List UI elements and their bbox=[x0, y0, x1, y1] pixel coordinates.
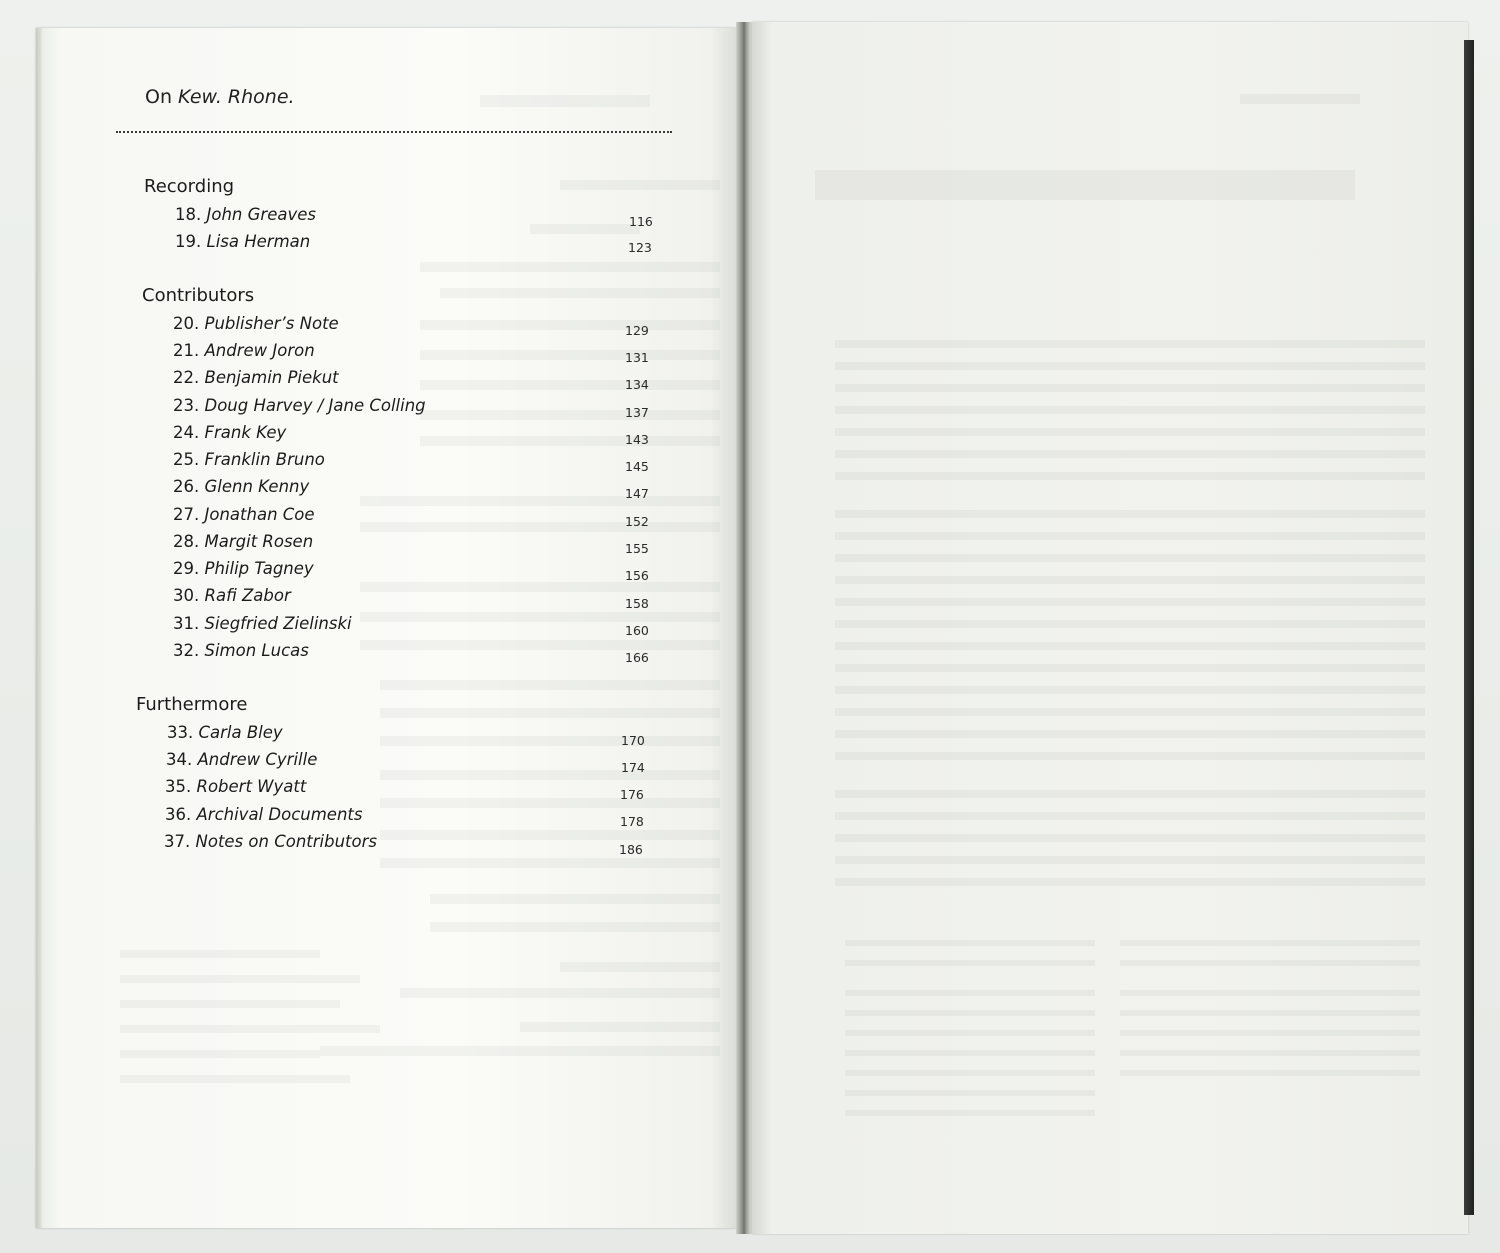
entry-title: Franklin Bruno bbox=[204, 450, 325, 469]
toc-entry bbox=[165, 805, 362, 824]
toc-entry bbox=[173, 477, 309, 496]
toc-entry bbox=[173, 396, 426, 415]
entry-number: 36. bbox=[165, 805, 192, 824]
entry-page-number: 160 bbox=[625, 623, 649, 638]
toc-entry bbox=[166, 750, 317, 769]
entry-number: 23. bbox=[173, 396, 200, 415]
entry-title: Andrew Cyrille bbox=[197, 750, 318, 769]
entry-number: 25. bbox=[173, 450, 200, 469]
entry-title: Margit Rosen bbox=[204, 532, 314, 551]
entry-page-number: 155 bbox=[625, 541, 649, 556]
entry-number: 24. bbox=[173, 423, 200, 442]
entry-number: 21. bbox=[173, 341, 200, 360]
entry-title: John Greaves bbox=[206, 205, 316, 224]
entry-title: Rafi Zabor bbox=[204, 586, 291, 605]
entry-title: Notes on Contributors bbox=[195, 832, 377, 851]
entry-title: Siegfried Zielinski bbox=[204, 614, 352, 633]
entry-page-number: 137 bbox=[625, 405, 649, 420]
toc-entry bbox=[173, 314, 339, 333]
section-heading-furthermore: Furthermore bbox=[136, 694, 248, 715]
entry-number: 33. bbox=[167, 723, 194, 742]
entry-page-number: 134 bbox=[625, 377, 649, 392]
toc-title-prefix: On bbox=[145, 86, 179, 108]
toc-entry bbox=[173, 532, 313, 551]
entry-number: 19. bbox=[175, 232, 202, 251]
entry-number: 22. bbox=[173, 368, 200, 387]
entry-number: 30. bbox=[173, 586, 200, 605]
entry-title: Jonathan Coe bbox=[204, 505, 315, 524]
toc-entry bbox=[167, 723, 283, 742]
entry-number: 35. bbox=[165, 777, 192, 796]
toc-entry bbox=[165, 777, 306, 796]
entry-title: Archival Documents bbox=[196, 805, 363, 824]
toc-entry bbox=[173, 450, 325, 469]
entry-number: 34. bbox=[166, 750, 193, 769]
entry-title: Doug Harvey / Jane Colling bbox=[204, 396, 426, 415]
entry-title: Robert Wyatt bbox=[196, 777, 307, 796]
entry-page-number: 143 bbox=[625, 432, 649, 447]
entry-page-number: 156 bbox=[625, 568, 649, 583]
dotted-rule bbox=[116, 131, 672, 133]
toc-entry bbox=[175, 205, 316, 224]
entry-number: 26. bbox=[173, 477, 200, 496]
entry-number: 20. bbox=[173, 314, 200, 333]
toc-entry bbox=[173, 505, 315, 524]
toc-entry bbox=[173, 586, 291, 605]
entry-title: Publisher’s Note bbox=[204, 314, 339, 333]
entry-page-number: 176 bbox=[620, 787, 644, 802]
entry-number: 18. bbox=[175, 205, 202, 224]
section-heading-contributors: Contributors bbox=[142, 285, 255, 306]
toc-entry bbox=[173, 423, 286, 442]
toc-title-emphasis: Kew. Rhone. bbox=[178, 86, 295, 108]
entry-number: 27. bbox=[173, 505, 200, 524]
entry-title: Benjamin Piekut bbox=[204, 368, 339, 387]
toc-entry bbox=[173, 368, 339, 387]
entry-number: 37. bbox=[164, 832, 191, 851]
entry-title: Lisa Herman bbox=[206, 232, 311, 251]
entry-number: 31. bbox=[173, 614, 200, 633]
entry-page-number: 116 bbox=[629, 214, 653, 229]
toc-entry bbox=[173, 614, 352, 633]
entry-page-number: 186 bbox=[619, 842, 643, 857]
entry-title: Frank Key bbox=[204, 423, 287, 442]
entry-page-number: 178 bbox=[620, 814, 644, 829]
entry-page-number: 170 bbox=[621, 733, 645, 748]
entry-title: Glenn Kenny bbox=[204, 477, 310, 496]
entry-page-number: 158 bbox=[625, 596, 649, 611]
toc-entry bbox=[173, 559, 314, 578]
entry-page-number: 145 bbox=[625, 459, 649, 474]
entry-page-number: 129 bbox=[625, 323, 649, 338]
entry-title: Simon Lucas bbox=[204, 641, 309, 660]
entry-page-number: 152 bbox=[625, 514, 649, 529]
toc-entry bbox=[173, 641, 309, 660]
entry-page-number: 131 bbox=[625, 350, 649, 365]
entry-number: 29. bbox=[173, 559, 200, 578]
entry-page-number: 123 bbox=[628, 240, 652, 255]
entry-page-number: 166 bbox=[625, 650, 649, 665]
toc-entry bbox=[175, 232, 310, 251]
entry-number: 28. bbox=[173, 532, 200, 551]
entry-title: Andrew Joron bbox=[204, 341, 315, 360]
entry-page-number: 147 bbox=[625, 486, 649, 501]
entry-number: 32. bbox=[173, 641, 200, 660]
entry-page-number: 174 bbox=[621, 760, 645, 775]
section-heading-recording: Recording bbox=[144, 176, 235, 197]
toc-title bbox=[145, 86, 295, 108]
entry-title: Carla Bley bbox=[198, 723, 283, 742]
entry-title: Philip Tagney bbox=[204, 559, 314, 578]
toc-entry bbox=[164, 832, 377, 851]
toc-entry bbox=[173, 341, 315, 360]
